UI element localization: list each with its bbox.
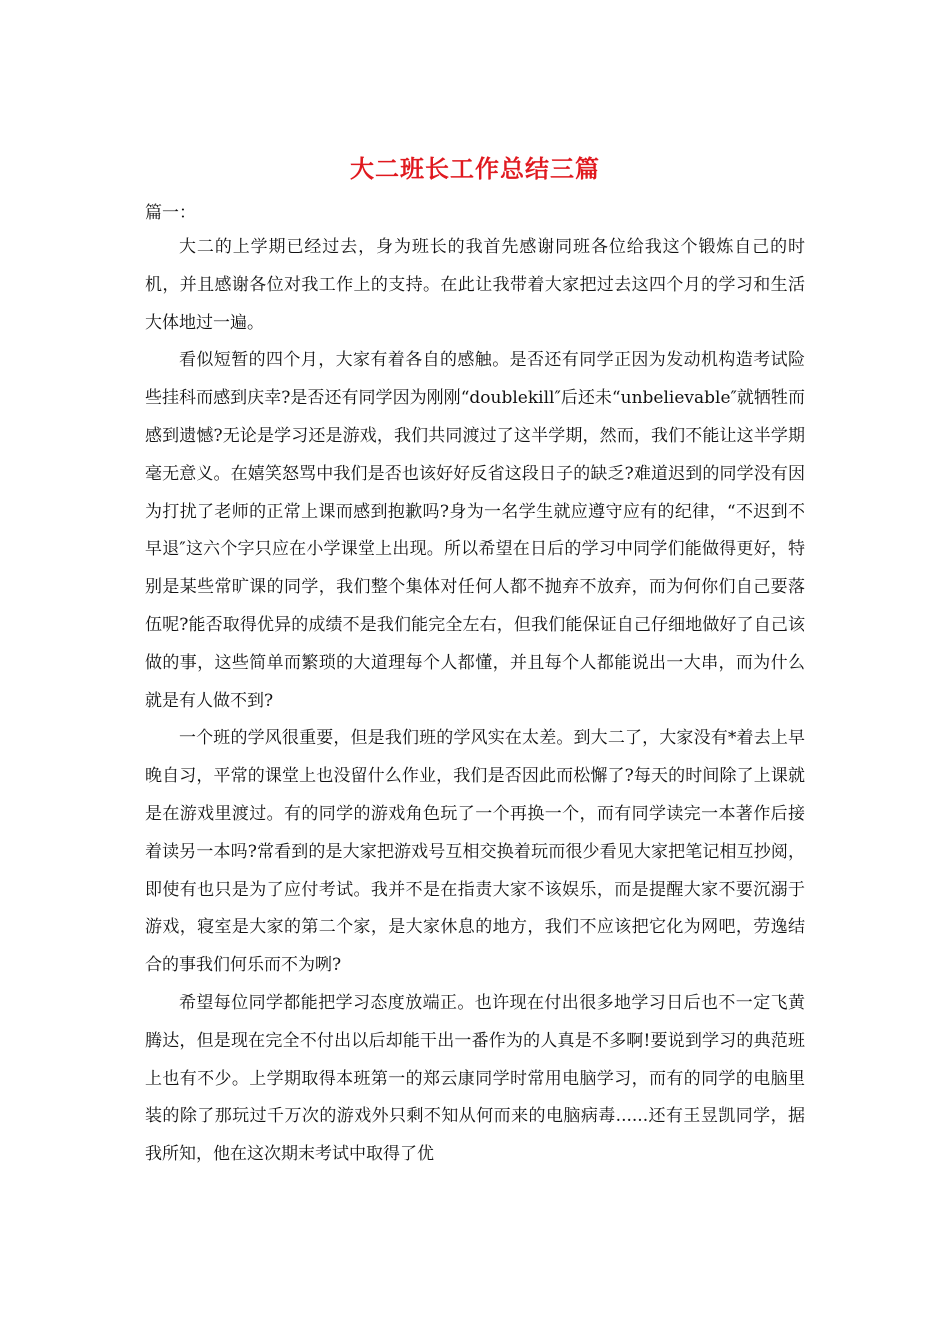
section-label: 篇一： (145, 203, 196, 223)
document-body (145, 229, 805, 1174)
paragraph-2: 看似短暂的四个月，大家有着各自的感触。是否还有同学正因为发动机构造考试险些挂科而感到庆幸?是否还有同学因为刚刚“doublekill″后还未“unbelievable″就牺牲而感到遗憾?无论是学习还是游戏，我们共同渡过了这半学期，然而，我们不能让这半学期毫无意义。在嬉笑怒骂中我们是否也该好好反省这段日子的缺乏?难道迟到的同学没有因为打扰了老师的正常上课而感到抱歉吗?身为一名学生就应遵守应有的纪律，“不迟到不早退″这六个字只应在小学课堂上出现。所以希望在日后的学习中同学们能做得更好，特别是某些常旷课的同学，我们整个集体对任何人都不抛弃不放弃，而为何你们自己要落伍呢?能否取得优异的成绩不是我们能完全左右，但我们能保证自己仔细地做好了自己该做的事，这些简单而繁琐的大道理每个人都懂，并且每个人都能说出一大串，而为什么就是有人做不到? (145, 350, 805, 711)
paragraph-1: 大二的上学期已经过去，身为班长的我首先感谢同班各位给我这个锻炼自己的时机，并且感谢各位对我工作上的支持。在此让我带着大家把过去这四个月的学习和生活大体地过一遍。 (145, 237, 805, 333)
paragraph-3: 一个班的学风很重要，但是我们班的学风实在太差。到大二了，大家没有*着去上早晚自习，平常的课堂上也没留什么作业，我们是否因此而松懈了?每天的时间除了上课就是在游戏里渡过。有的同学的游戏角色玩了一个再换一个，而有同学读完一本著作后接着读另一本吗?常看到的是大家把游戏号互相交换着玩而很少看见大家把笔记相互抄阅，即使有也只是为了应付考试。我并不是在指责大家不该娱乐，而是提醒大家不要沉溺于游戏，寝室是大家的第二个家，是大家休息的地方，我们不应该把它化为网吧，劳逸结合的事我们何乐而不为咧? (145, 728, 805, 976)
document-title: 大二班长工作总结三篇 (350, 154, 600, 183)
paragraph-4: 希望每位同学都能把学习态度放端正。也许现在付出很多地学习日后也不一定飞黄腾达，但是现在完全不付出以后却能干出一番作为的人真是不多啊!要说到学习的典范班上也有不少。上学期取得本班第一的郑云康同学时常用电脑学习，而有的同学的电脑里装的除了那玩过千万次的游戏外只剩不知从何而来的电脑病毒......还有王昱凯同学，据我所知，他在这次期末考试中取得了优 (145, 992, 805, 1165)
